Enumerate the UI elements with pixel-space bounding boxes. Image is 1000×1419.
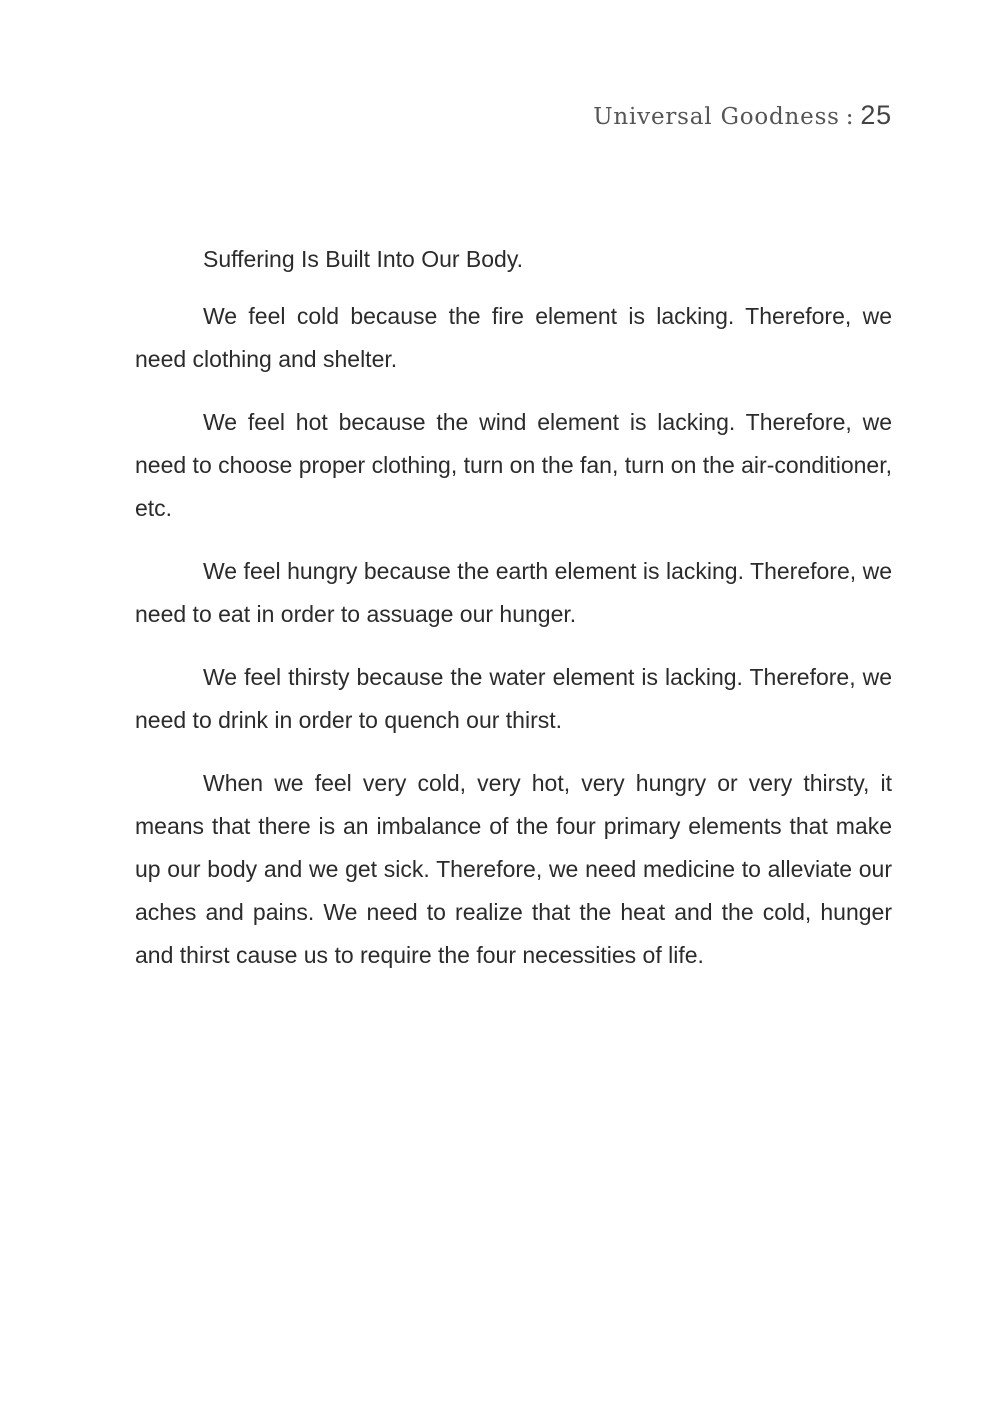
paragraph-thirsty: We feel thirsty because the water element is lacking. Therefore, we need to drink in order to quench our thirst. [135,664,892,733]
paragraph-cold: We feel cold because the fire element is lacking. Therefore, we need clothing and shelter. [135,303,892,372]
book-title: Universal Goodness [593,104,840,130]
paragraph-hungry: We feel hungry because the earth element is lacking. Therefore, we need to eat in order to assuage our hunger. [135,558,892,627]
page-body [135,238,892,997]
page-number: 25 [860,100,892,130]
header-separator: : [845,104,855,130]
running-header [593,100,892,131]
section-heading-paragraph: Suffering Is Built Into Our Body. [203,246,524,272]
paragraph-hot: We feel hot because the wind element is lacking. Therefore, we need to choose proper clothing, turn on the fan, turn on the air-conditioner, etc. [135,409,892,521]
paragraph-imbalance: When we feel very cold, very hot, very hungry or very thirsty, it means that there is an imbalance of the four primary elements that make up our body and we get sick. Therefore, we need medicine to alleviate our aches and pains. We need to realize that the heat and the cold, hunger and thirst cause us to require the four necessities of life. [135,770,892,968]
